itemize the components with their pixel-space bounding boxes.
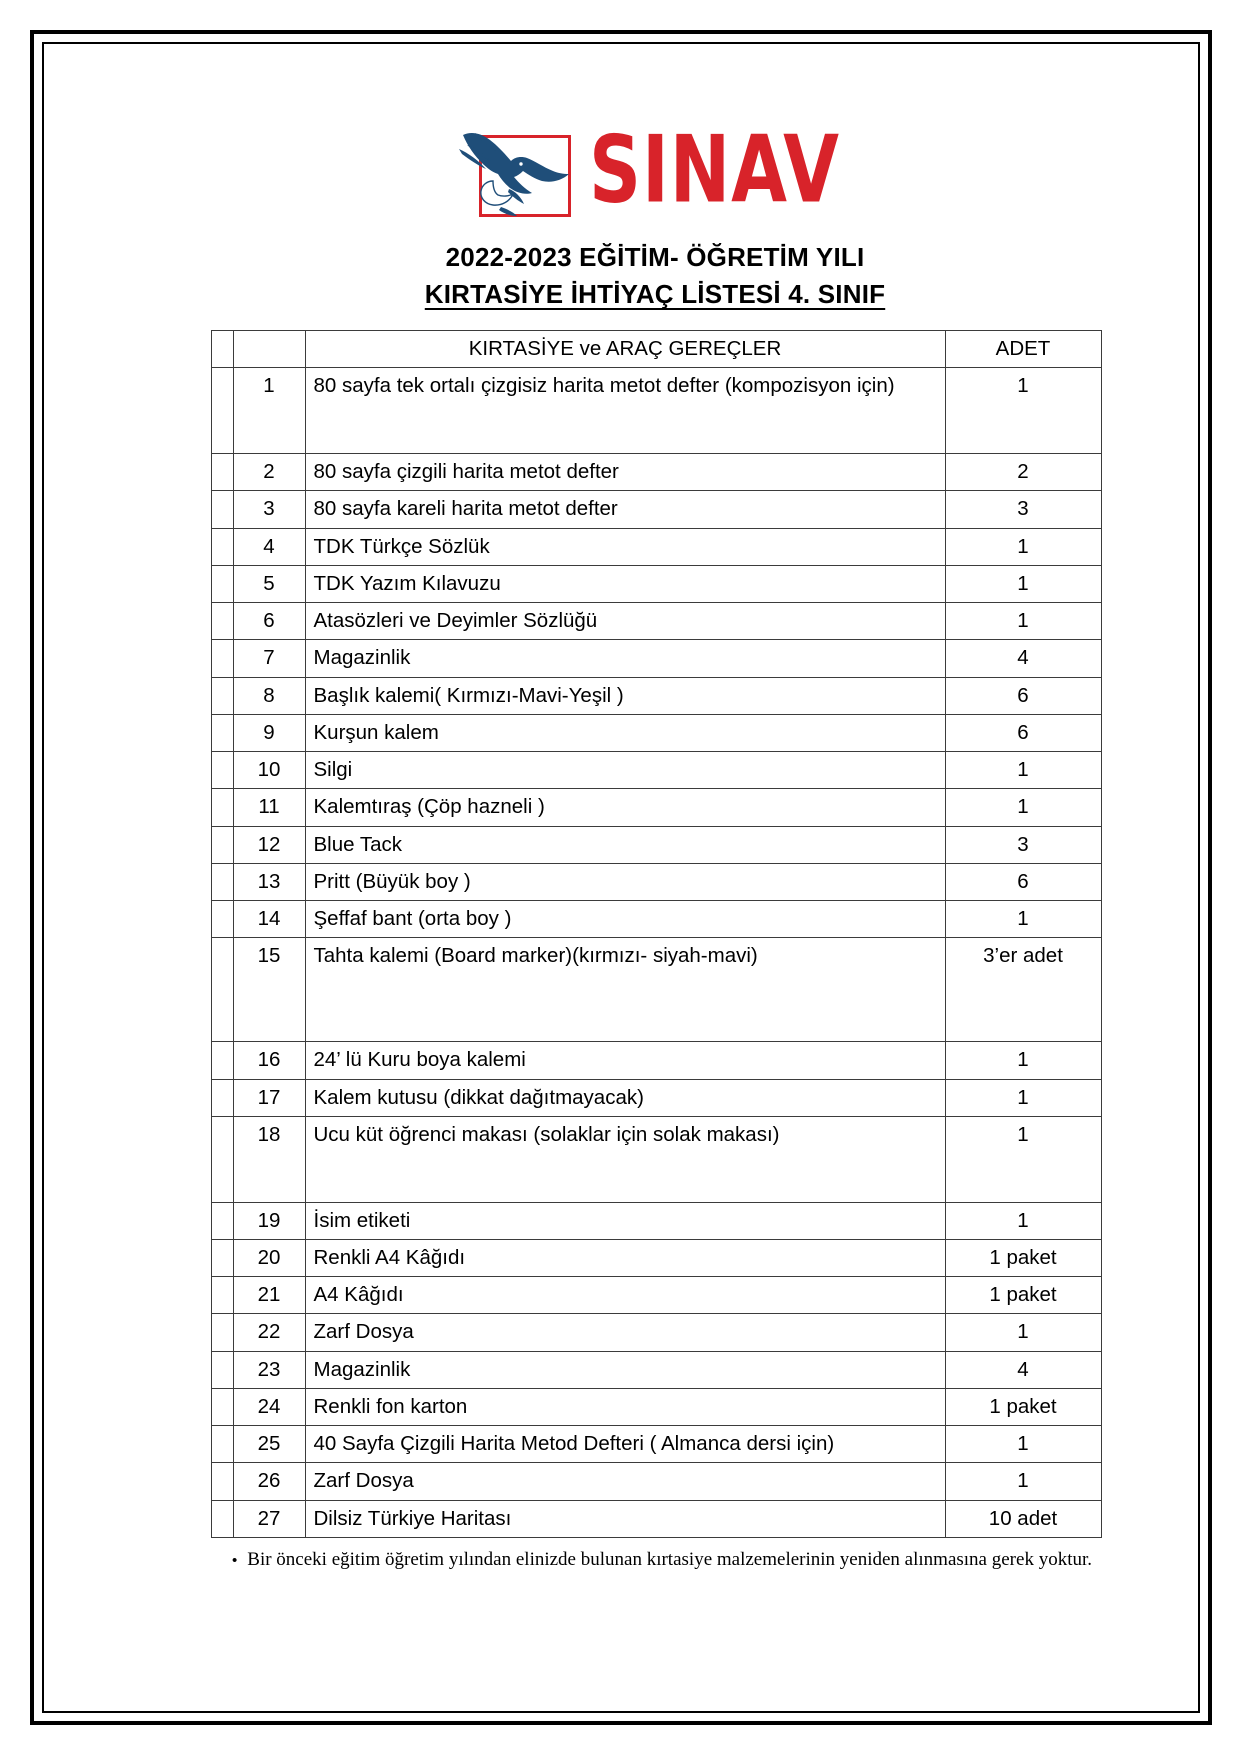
table-row — [211, 640, 1101, 677]
row-item-name: Renkli fon karton — [305, 1388, 945, 1425]
row-quantity: 1 — [945, 789, 1101, 826]
row-item-name: Magazinlik — [305, 640, 945, 677]
row-gutter — [211, 565, 233, 602]
row-quantity: 1 — [945, 565, 1101, 602]
page-title-list — [90, 279, 1220, 310]
row-number: 11 — [233, 789, 305, 826]
row-item-name: Ucu küt öğrenci makası (solaklar için solak makası) — [305, 1116, 945, 1202]
row-gutter — [211, 677, 233, 714]
row-number: 17 — [233, 1079, 305, 1116]
row-number: 7 — [233, 640, 305, 677]
table-row — [211, 1463, 1101, 1500]
footer-note-text: Bir önceki eğitim öğretim yılından elinizde bulunan kırtasiye malzemelerinin yeniden alınmasına gerek yoktur. — [247, 1548, 1092, 1570]
table-row — [211, 938, 1101, 1042]
row-gutter — [211, 368, 233, 454]
row-number: 10 — [233, 752, 305, 789]
row-item-name: 80 sayfa tek ortalı çizgisiz harita metot defter (kompozisyon için) — [305, 368, 945, 454]
row-quantity: 3’er adet — [945, 938, 1101, 1042]
row-quantity: 6 — [945, 714, 1101, 751]
row-quantity: 1 — [945, 1463, 1101, 1500]
row-quantity: 6 — [945, 677, 1101, 714]
table-row — [211, 1202, 1101, 1239]
table-row — [211, 677, 1101, 714]
row-item-name: A4 Kâğıdı — [305, 1277, 945, 1314]
table-row — [211, 1239, 1101, 1276]
row-quantity: 1 paket — [945, 1277, 1101, 1314]
table-row — [211, 1079, 1101, 1116]
document-body — [90, 86, 1220, 1573]
header-no — [233, 331, 305, 368]
row-gutter — [211, 1500, 233, 1537]
row-number: 26 — [233, 1463, 305, 1500]
row-quantity: 1 — [945, 1042, 1101, 1079]
row-item-name: Tahta kalemi (Board marker)(kırmızı- siyah-mavi) — [305, 938, 945, 1042]
row-quantity: 1 — [945, 1116, 1101, 1202]
table-row — [211, 1500, 1101, 1537]
row-item-name: 80 sayfa çizgili harita metot defter — [305, 454, 945, 491]
row-quantity: 1 — [945, 603, 1101, 640]
supply-list-table-wrap — [90, 330, 1220, 1538]
row-number: 27 — [233, 1500, 305, 1537]
row-quantity: 2 — [945, 454, 1101, 491]
row-quantity: 1 — [945, 528, 1101, 565]
row-number: 6 — [233, 603, 305, 640]
row-number: 21 — [233, 1277, 305, 1314]
row-quantity: 1 paket — [945, 1388, 1101, 1425]
row-number: 15 — [233, 938, 305, 1042]
row-gutter — [211, 714, 233, 751]
row-number: 23 — [233, 1351, 305, 1388]
table-row — [211, 1426, 1101, 1463]
row-number: 25 — [233, 1426, 305, 1463]
table-row — [211, 603, 1101, 640]
table-row — [211, 901, 1101, 938]
row-gutter — [211, 1426, 233, 1463]
row-gutter — [211, 863, 233, 900]
table-row — [211, 714, 1101, 751]
table-row — [211, 1388, 1101, 1425]
table-row — [211, 454, 1101, 491]
row-item-name: Şeffaf bant (orta boy ) — [305, 901, 945, 938]
row-item-name: Pritt (Büyük boy ) — [305, 863, 945, 900]
table-header-row — [211, 331, 1101, 368]
row-number: 13 — [233, 863, 305, 900]
row-item-name: Renkli A4 Kâğıdı — [305, 1239, 945, 1276]
row-item-name: Zarf Dosya — [305, 1314, 945, 1351]
row-number: 24 — [233, 1388, 305, 1425]
row-quantity: 1 — [945, 1202, 1101, 1239]
row-item-name: Blue Tack — [305, 826, 945, 863]
row-gutter — [211, 1239, 233, 1276]
row-quantity: 1 — [945, 752, 1101, 789]
row-gutter — [211, 1463, 233, 1500]
footer-note — [210, 1548, 1100, 1573]
row-number: 4 — [233, 528, 305, 565]
table-row — [211, 1277, 1101, 1314]
row-quantity: 3 — [945, 491, 1101, 528]
row-gutter — [211, 789, 233, 826]
eagle-icon — [457, 127, 575, 219]
bullet-icon: • — [232, 1551, 238, 1569]
row-gutter — [211, 1202, 233, 1239]
table-row — [211, 752, 1101, 789]
row-number: 14 — [233, 901, 305, 938]
row-number: 3 — [233, 491, 305, 528]
table-row — [211, 491, 1101, 528]
row-gutter — [211, 1277, 233, 1314]
row-item-name: Kalem kutusu (dikkat dağıtmayacak) — [305, 1079, 945, 1116]
row-quantity: 1 — [945, 901, 1101, 938]
row-number: 1 — [233, 368, 305, 454]
row-gutter — [211, 491, 233, 528]
table-row — [211, 826, 1101, 863]
row-number: 16 — [233, 1042, 305, 1079]
row-item-name: Kalemtıraş (Çöp hazneli ) — [305, 789, 945, 826]
row-gutter — [211, 1079, 233, 1116]
row-quantity: 10 adet — [945, 1500, 1101, 1537]
page-title-year: 2022-2023 EĞİTİM- ÖĞRETİM YILI — [445, 242, 865, 272]
table-row — [211, 565, 1101, 602]
row-number: 2 — [233, 454, 305, 491]
row-number: 5 — [233, 565, 305, 602]
row-quantity: 1 — [945, 368, 1101, 454]
row-item-name: 80 sayfa kareli harita metot defter — [305, 491, 945, 528]
table-row — [211, 1042, 1101, 1079]
header-gutter — [211, 331, 233, 368]
row-number: 18 — [233, 1116, 305, 1202]
row-item-name: Kurşun kalem — [305, 714, 945, 751]
row-quantity: 3 — [945, 826, 1101, 863]
row-item-name: Magazinlik — [305, 1351, 945, 1388]
row-quantity: 6 — [945, 863, 1101, 900]
table-row — [211, 528, 1101, 565]
table-row — [211, 1314, 1101, 1351]
row-quantity: 1 paket — [945, 1239, 1101, 1276]
table-body — [211, 368, 1101, 1538]
row-item-name: TDK Yazım Kılavuzu — [305, 565, 945, 602]
page-title-list-text: KIRTASİYE İHTİYAÇ LİSTESİ 4. SINIF — [424, 279, 886, 309]
row-quantity: 1 — [945, 1314, 1101, 1351]
row-item-name: TDK Türkçe Sözlük — [305, 528, 945, 565]
row-gutter — [211, 752, 233, 789]
table-row — [211, 863, 1101, 900]
header-item: KIRTASİYE ve ARAÇ GEREÇLER — [305, 331, 945, 368]
row-number: 20 — [233, 1239, 305, 1276]
table-row — [211, 368, 1101, 454]
row-item-name: Silgi — [305, 752, 945, 789]
row-gutter — [211, 603, 233, 640]
row-gutter — [211, 901, 233, 938]
row-item-name: Dilsiz Türkiye Haritası — [305, 1500, 945, 1537]
row-item-name: 24’ lü Kuru boya kalemi — [305, 1042, 945, 1079]
row-number: 9 — [233, 714, 305, 751]
logo-mark — [457, 125, 575, 220]
table-row — [211, 1351, 1101, 1388]
row-gutter — [211, 1042, 233, 1079]
row-gutter — [211, 1116, 233, 1202]
row-gutter — [211, 1388, 233, 1425]
row-item-name: Zarf Dosya — [305, 1463, 945, 1500]
row-number: 8 — [233, 677, 305, 714]
row-item-name: Başlık kalemi( Kırmızı-Mavi-Yeşil ) — [305, 677, 945, 714]
row-number: 19 — [233, 1202, 305, 1239]
row-gutter — [211, 528, 233, 565]
table-row — [211, 789, 1101, 826]
page-border-outer — [30, 30, 1212, 1725]
row-item-name: 40 Sayfa Çizgili Harita Metod Defteri ( Almanca dersi için) — [305, 1426, 945, 1463]
row-number: 12 — [233, 826, 305, 863]
row-item-name: Atasözleri ve Deyimler Sözlüğü — [305, 603, 945, 640]
row-quantity: 1 — [945, 1079, 1101, 1116]
row-gutter — [211, 938, 233, 1042]
row-quantity: 4 — [945, 640, 1101, 677]
row-item-name: İsim etiketi — [305, 1202, 945, 1239]
row-quantity: 4 — [945, 1351, 1101, 1388]
row-gutter — [211, 826, 233, 863]
row-gutter — [211, 1351, 233, 1388]
row-quantity: 1 — [945, 1426, 1101, 1463]
row-gutter — [211, 640, 233, 677]
row-gutter — [211, 1314, 233, 1351]
row-number: 22 — [233, 1314, 305, 1351]
table-row — [211, 1116, 1101, 1202]
sinav-logo — [90, 116, 1220, 228]
row-gutter — [211, 454, 233, 491]
logo-wordmark: SINAV — [588, 114, 840, 224]
supply-list-table — [211, 330, 1102, 1538]
header-adet: ADET — [945, 331, 1101, 368]
